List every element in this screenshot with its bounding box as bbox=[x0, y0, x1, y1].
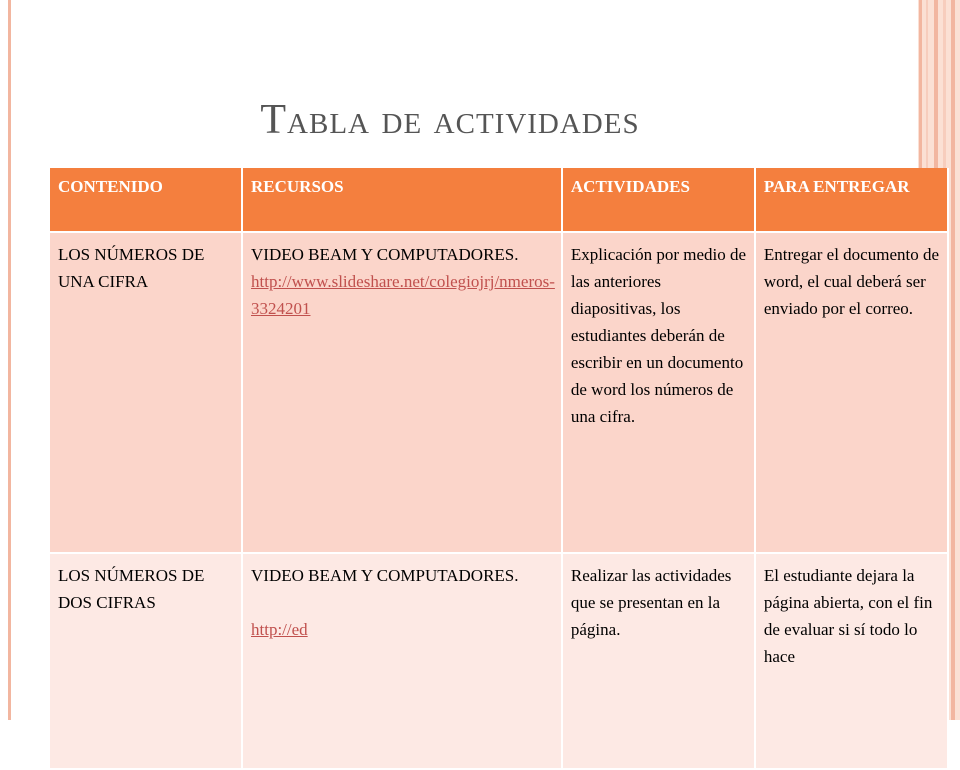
resource-link[interactable]: http://www.slideshare.net/colegiojrj/nmeros-3324201 bbox=[251, 272, 555, 318]
cell-recursos bbox=[243, 554, 563, 770]
resource-link[interactable]: http://ed bbox=[251, 620, 308, 639]
table-row bbox=[50, 554, 949, 770]
cell-recursos bbox=[243, 233, 563, 554]
header-contenido: CONTENIDO bbox=[50, 168, 243, 233]
header-recursos: RECURSOS bbox=[243, 168, 563, 233]
recursos-text: VIDEO BEAM Y COMPUTADORES. bbox=[251, 245, 519, 264]
table-row bbox=[50, 233, 949, 554]
cell-actividades: Realizar las actividades que se presentan en la página. bbox=[563, 554, 756, 770]
recursos-text: VIDEO BEAM Y COMPUTADORES. bbox=[251, 566, 519, 585]
header-para-entregar: PARA ENTREGAR bbox=[756, 168, 949, 233]
slide-title: Tabla de actividades bbox=[260, 97, 640, 143]
cell-para-entregar: El estudiante dejara la página abierta, con el fin de evaluar si sí todo lo hace bbox=[756, 554, 949, 770]
table-header-row bbox=[50, 168, 949, 233]
cell-contenido: LOS NÚMEROS DE DOS CIFRAS bbox=[50, 554, 243, 770]
header-actividades: ACTIVIDADES bbox=[563, 168, 756, 233]
cell-actividades: Explicación por medio de las anteriores diapositivas, los estudiantes deberán de escribir en un documento de word los números de una cifra. bbox=[563, 233, 756, 554]
cell-contenido: LOS NÚMEROS DE UNA CIFRA bbox=[50, 233, 243, 554]
cell-para-entregar: Entregar el documento de word, el cual deberá ser enviado por el correo. bbox=[756, 233, 949, 554]
activities-table bbox=[50, 168, 949, 770]
decor-stripe bbox=[951, 0, 955, 720]
